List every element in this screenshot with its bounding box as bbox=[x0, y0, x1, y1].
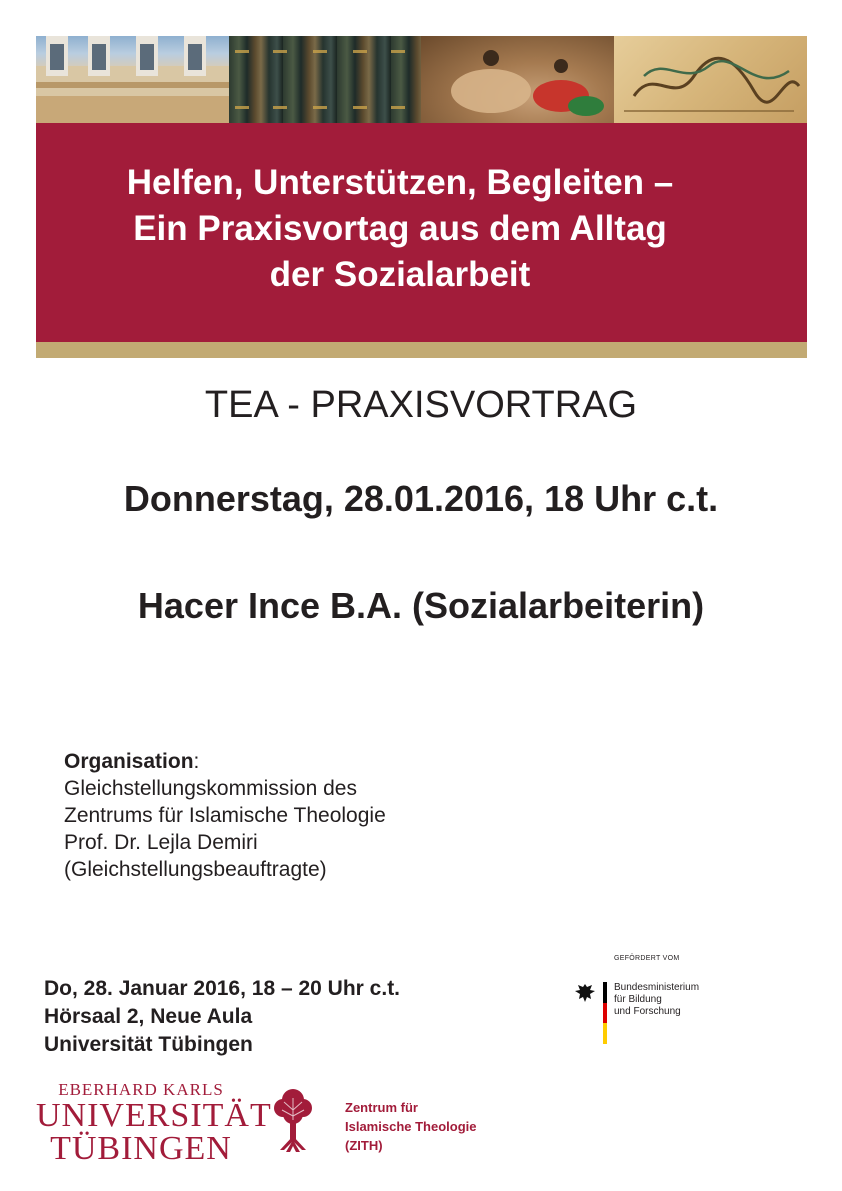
university-tuebingen-logo bbox=[36, 1080, 272, 1167]
event-type-heading: TEA - PRAXISVORTRAG bbox=[204, 384, 638, 426]
header-photo-strip bbox=[36, 36, 807, 123]
university-logo-line: TÜBINGEN bbox=[50, 1130, 232, 1167]
event-date: Donnerstag, 28.01.2016, 18 Uhr c.t. bbox=[123, 478, 719, 519]
zith-label bbox=[345, 1098, 477, 1155]
federal-eagle-icon bbox=[574, 982, 596, 1004]
whirling-dervish-photo bbox=[421, 36, 614, 123]
event-title-line: Helfen, Unterstützen, Begleiten – bbox=[126, 163, 674, 202]
books-photo bbox=[229, 36, 421, 123]
organisation-line: Prof. Dr. Lejla Demiri bbox=[64, 831, 258, 854]
speaker-name: Hacer Ince B.A. (Sozialarbeiterin) bbox=[137, 585, 705, 626]
event-title-line: Ein Praxisvortag aus dem Alltag bbox=[133, 209, 667, 248]
event-title bbox=[36, 160, 764, 298]
title-stripe bbox=[36, 342, 807, 358]
details-university: Universität Tübingen bbox=[44, 1033, 253, 1056]
organisation-block bbox=[64, 748, 386, 883]
organisation-heading bbox=[64, 748, 386, 775]
ministry-name-line: Bundesministerium bbox=[614, 982, 700, 993]
zith-line: Zentrum für bbox=[345, 1100, 418, 1115]
details-date-time: Do, 28. Januar 2016, 18 – 20 Uhr c.t. bbox=[44, 977, 401, 1000]
organisation-colon: : bbox=[193, 750, 200, 773]
bmbf-funding-logo bbox=[574, 955, 724, 1050]
german-flag-stripe bbox=[603, 982, 607, 1044]
university-logo-line: UNIVERSITÄT bbox=[36, 1097, 272, 1134]
zith-line: Islamische Theologie bbox=[345, 1119, 477, 1134]
zith-line: (ZITH) bbox=[345, 1138, 383, 1153]
organisation-line: (Gleichstellungsbeauftragte) bbox=[64, 858, 327, 881]
organisation-line: Zentrums für Islamische Theologie bbox=[64, 804, 386, 827]
arabic-calligraphy-photo bbox=[614, 36, 807, 123]
ministry-name-line: für Bildung bbox=[614, 994, 662, 1005]
building-photo bbox=[36, 36, 229, 123]
organisation-label: Organisation bbox=[64, 750, 194, 773]
ministry-name bbox=[614, 982, 699, 1018]
ministry-name-line: und Forschung bbox=[614, 1006, 681, 1017]
event-details bbox=[44, 975, 400, 1059]
funding-caption: GEFÖRDERT VOM bbox=[614, 955, 680, 962]
university-logo-line: EBERHARD KARLS bbox=[58, 1080, 224, 1099]
event-title-line: der Sozialarbeit bbox=[269, 255, 531, 294]
tree-icon bbox=[272, 1086, 314, 1154]
details-room: Hörsaal 2, Neue Aula bbox=[44, 1005, 253, 1028]
organisation-line: Gleichstellungskommission des bbox=[64, 777, 357, 800]
